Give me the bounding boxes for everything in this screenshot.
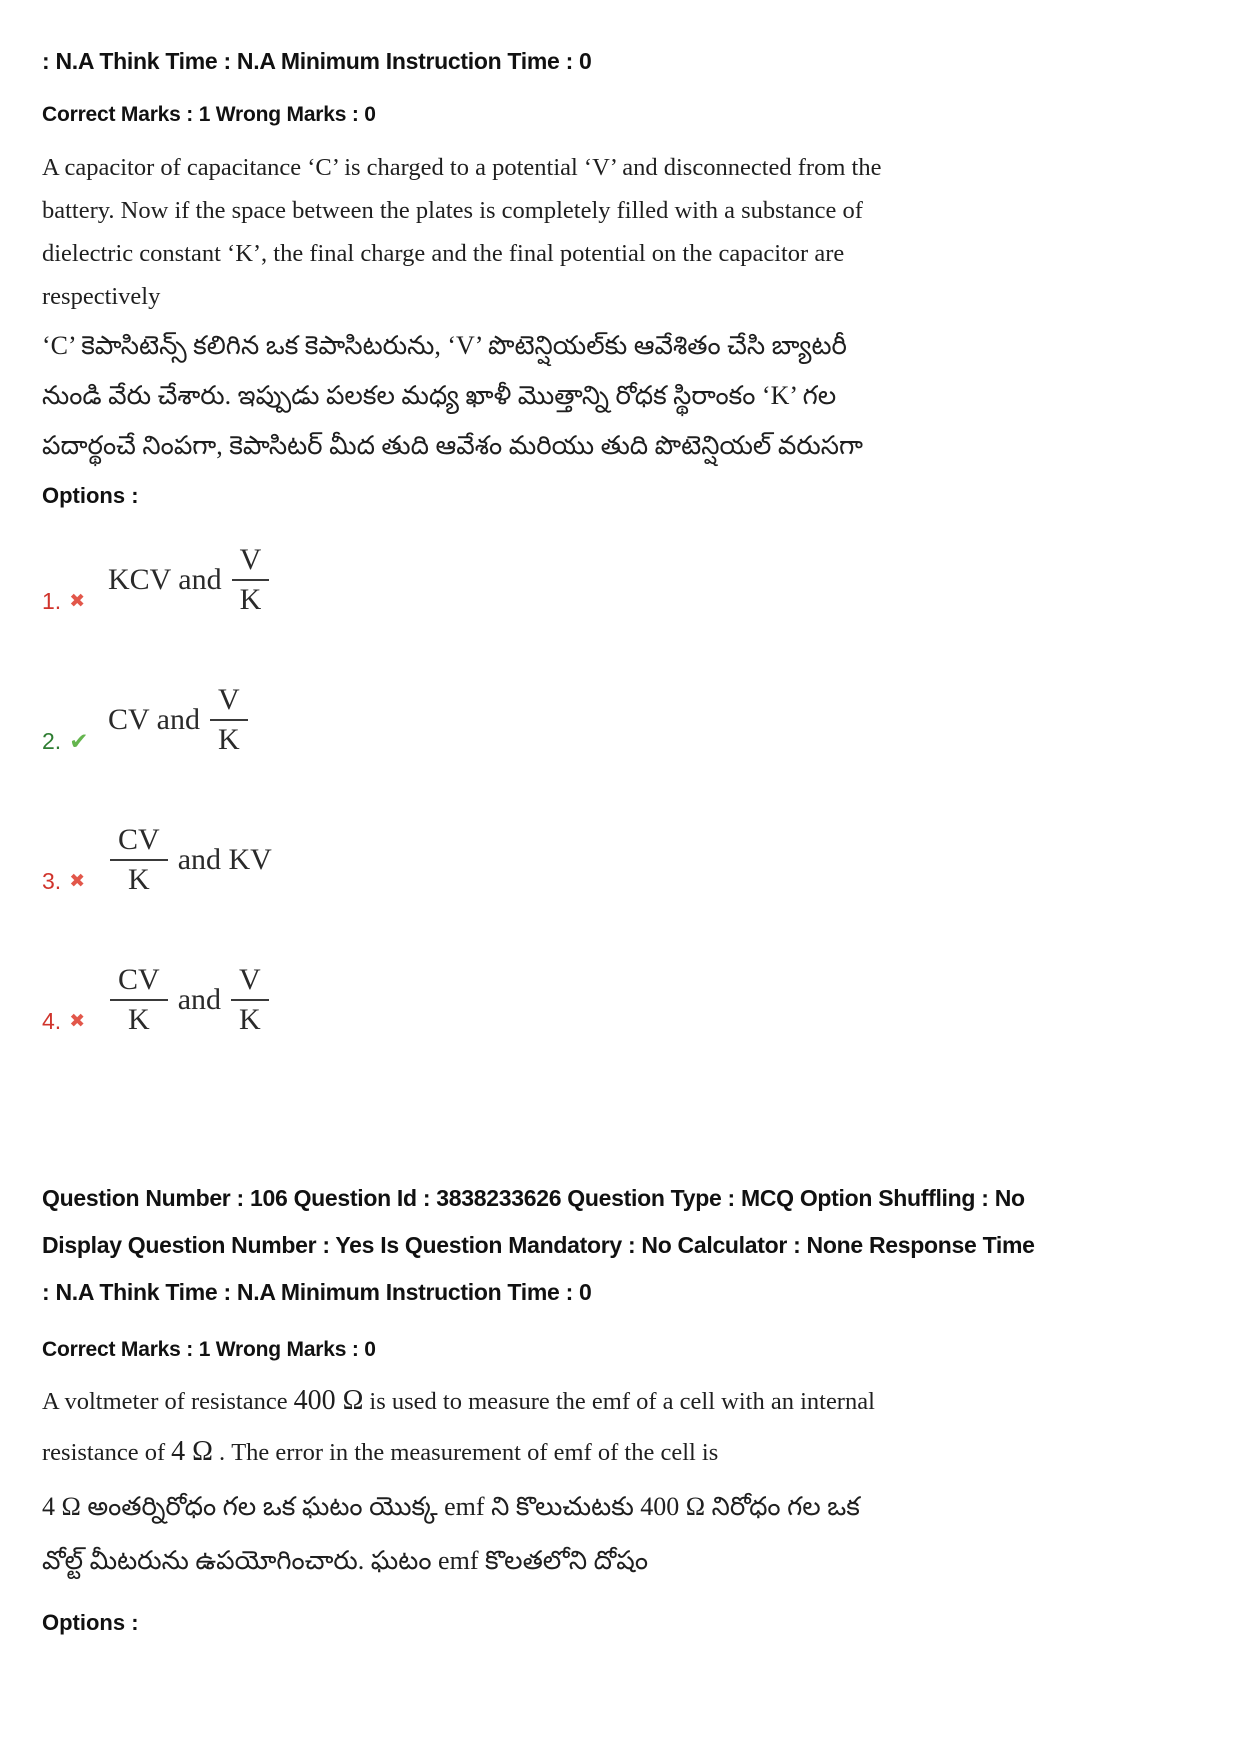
- option-3-marker: [42, 868, 102, 897]
- question-en-line: A capacitor of capacitance ‘C’ is charged to a potential ‘V’ and disconnected from the: [42, 154, 882, 181]
- options-heading: Options :: [42, 483, 139, 508]
- formula-text: and: [177, 983, 222, 1016]
- option-3-number: 3.: [42, 868, 62, 894]
- fraction: [231, 963, 269, 1037]
- fraction: [210, 683, 248, 757]
- option-3: [42, 823, 1195, 897]
- option-1-marker: [42, 588, 102, 617]
- cross-icon: ✖: [69, 591, 86, 612]
- question-text-telugu: [42, 1480, 1195, 1588]
- text-segment: A voltmeter of resistance: [42, 1388, 288, 1415]
- fraction: [232, 543, 270, 617]
- marks-line: Correct Marks : 1 Wrong Marks : 0: [42, 103, 376, 126]
- question-en-line: [42, 1427, 1195, 1478]
- option-2-number: 2.: [42, 728, 62, 754]
- option-4-marker: [42, 1008, 102, 1037]
- option-1-number: 1.: [42, 588, 62, 614]
- option-4-number: 4.: [42, 1008, 62, 1034]
- question-meta-tail: : N.A Think Time : N.A Minimum Instruction Time : 0: [42, 48, 592, 74]
- question-text-english: [42, 146, 1195, 318]
- question-te-line: పదార్థంచే నింపగా, కెపాసిటర్ మీద తుది ఆవేశం మరియు తుది పొటెన్షియల్ వరుసగా: [42, 431, 863, 460]
- fraction: [110, 963, 168, 1037]
- fraction-numerator: V: [210, 683, 248, 721]
- meta-line: : N.A Think Time : N.A Minimum Instruction Time : 0: [42, 1279, 592, 1305]
- question-te-line: వోల్ట్ మీటరును ఉపయోగించారు. ఘటం emf కొలతలోని దోషం: [42, 1546, 649, 1575]
- option-2-formula: [104, 683, 254, 757]
- cross-icon: ✖: [69, 1011, 86, 1032]
- fraction-denominator: K: [217, 723, 240, 756]
- math-term: 400 Ω: [293, 1385, 364, 1416]
- fraction-numerator: V: [231, 963, 269, 1001]
- option-2: [42, 683, 1195, 757]
- question-en-line: dielectric constant ‘K’, the final charge and the final potential on the capacitor are: [42, 240, 845, 267]
- question-te-line: ‘C’ కెపాసిటెన్స్ కలిగిన ఒక కెపాసిటరును, ‘V’ పొటెన్షియల్‌కు ఆవేశితం చేసి బ్యాటరీ: [42, 331, 847, 360]
- meta-line: Display Question Number : Yes Is Question Mandatory : No Calculator : None Response Time: [42, 1232, 1035, 1258]
- question-en-line: respectively: [42, 283, 161, 310]
- option-4-formula: [104, 963, 275, 1037]
- meta-line: Question Number : 106 Question Id : 3838233626 Question Type : MCQ Option Shuffling : No: [42, 1185, 1025, 1211]
- fraction-denominator: K: [128, 863, 150, 896]
- question-106-metadata: [42, 1175, 1195, 1316]
- check-icon: ✔: [69, 728, 89, 754]
- fraction-denominator: K: [239, 1003, 261, 1036]
- options-heading: Options :: [42, 1610, 139, 1635]
- option-1: [42, 543, 1195, 617]
- math-term: 4 Ω: [171, 1436, 213, 1467]
- marks-line: Correct Marks : 1 Wrong Marks : 0: [42, 1338, 376, 1361]
- fraction-numerator: CV: [110, 963, 168, 1001]
- question-te-line: 4 Ω అంతర్నిరోధం గల ఒక ఘటం యొక్క emf ని కొలుచుటకు 400 Ω నిరోధం గల ఒక: [42, 1492, 860, 1521]
- fraction-numerator: V: [232, 543, 270, 581]
- formula-text: CV and: [108, 703, 200, 736]
- option-2-marker: [42, 728, 102, 757]
- question-en-line: battery. Now if the space between the plates is completely filled with a substance of: [42, 197, 863, 224]
- fraction: [110, 823, 168, 897]
- option-3-formula: [104, 823, 276, 897]
- text-segment: is used to measure the emf of a cell with an internal: [369, 1388, 875, 1415]
- option-4: [42, 963, 1195, 1037]
- question-text-english: [42, 1376, 1195, 1478]
- formula-text: KCV and: [108, 563, 222, 596]
- text-segment: . The error in the measurement of emf of the cell is: [218, 1439, 719, 1466]
- fraction-numerator: CV: [110, 823, 168, 861]
- question-text-telugu: [42, 321, 1195, 471]
- fraction-denominator: K: [239, 583, 262, 616]
- text-segment: resistance of: [42, 1439, 166, 1466]
- formula-text: and KV: [177, 843, 272, 876]
- cross-icon: ✖: [69, 871, 86, 892]
- fraction-denominator: K: [128, 1003, 150, 1036]
- question-en-line: [42, 1376, 1195, 1427]
- option-1-formula: [104, 543, 275, 617]
- question-te-line: నుండి వేరు చేశారు. ఇప్పుడు పలకల మధ్య ఖాళీ మొత్తాన్ని రోధక స్థిరాంకం ‘K’ గల: [42, 381, 837, 410]
